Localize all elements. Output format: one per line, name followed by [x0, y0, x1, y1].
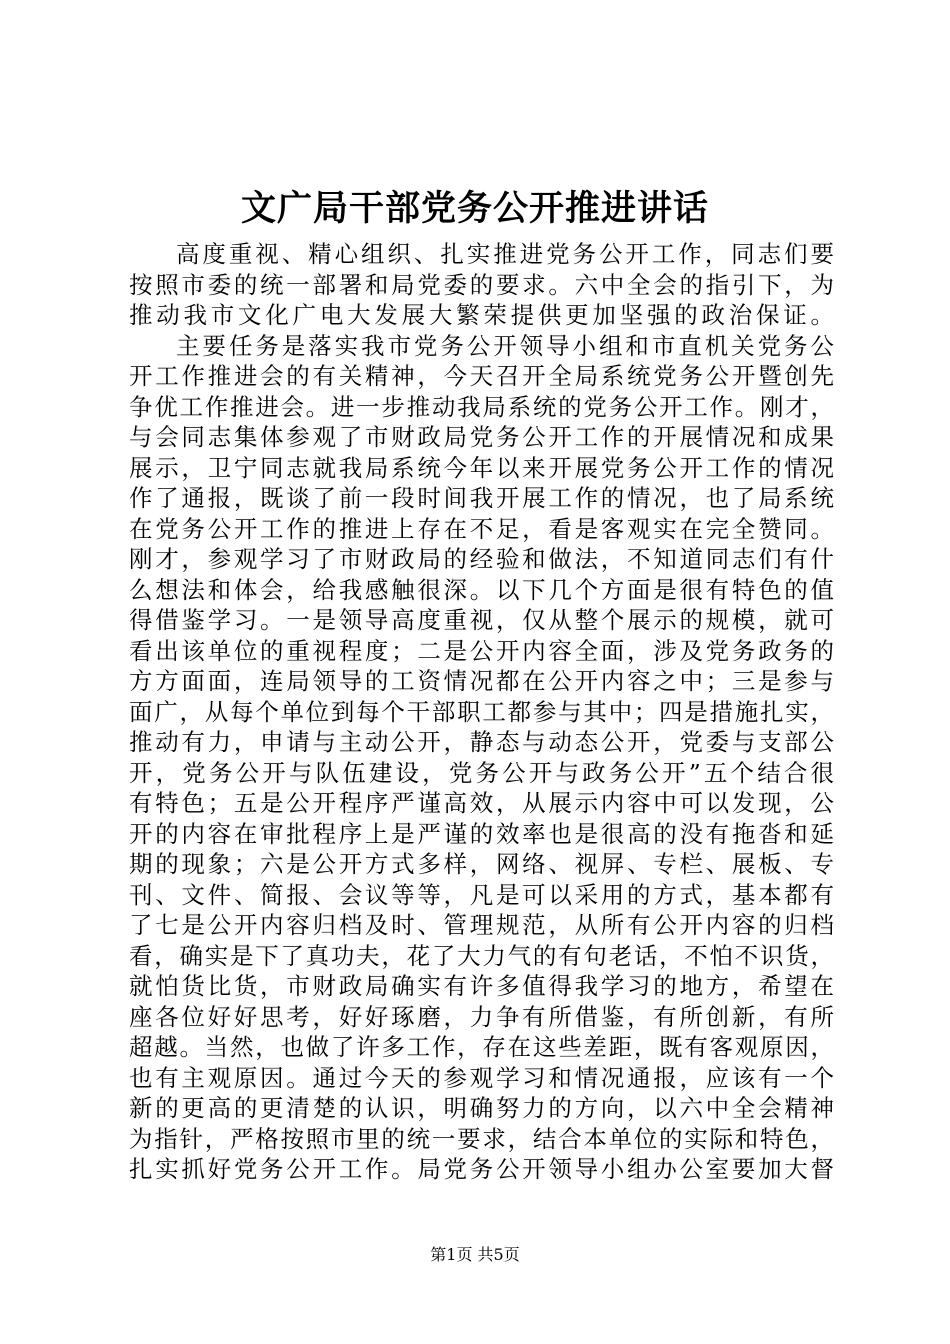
body-line: 开工作推进会的有关精神，今天召开全局系统党务公开暨创先	[129, 362, 834, 390]
body-line: 开的内容在审批程序上是严谨的效率也是很高的没有拖沓和延	[129, 819, 834, 848]
body-line: 与会同志集体参观了市财政局党务公开工作的开展情况和成果	[129, 423, 834, 451]
document-body	[129, 239, 834, 1185]
body-line: 方方面面，连局领导的工资情况都在公开内容之中；三是参与	[129, 667, 834, 695]
body-line: 按照市委的统一部署和局党委的要求。六中全会的指引下，为	[129, 270, 834, 299]
body-line: 面广，从每个单位到每个干部职工都参与其中；四是措施扎实，	[129, 697, 834, 726]
body-line: 看出该单位的重视程度；二是公开内容全面，涉及党务政务的	[129, 636, 834, 665]
body-line: 座各位好好思考，好好琢磨，力争有所借鉴，有所创新，有所	[129, 1002, 834, 1031]
body-line: 刊、文件、简报、会议等等，凡是可以采用的方式，基本都有	[129, 880, 834, 909]
body-line: 高度重视、精心组织、扎实推进党务公开工作，同志们要	[176, 240, 834, 268]
body-line: 也有主观原因。通过今天的参观学习和情况通报，应该有一个	[129, 1063, 834, 1092]
body-line: 了七是公开内容归档及时、管理规范，从所有公开内容的归档	[129, 911, 834, 939]
body-line: 主要任务是落实我市党务公开领导小组和市直机关党务公	[176, 331, 834, 360]
body-line: 展示，卫宁同志就我局系统今年以来开展党务公开工作的情况	[129, 453, 834, 482]
body-line: 得借鉴学习。一是领导高度重视，仅从整个展示的规模，就可	[129, 606, 834, 634]
body-line: 争优工作推进会。进一步推动我局系统的党务公开工作。刚才，	[129, 392, 834, 421]
body-line: 么想法和体会，给我感触很深。以下几个方面是很有特色的值	[129, 575, 834, 604]
body-line: 在党务公开工作的推进上存在不足，看是客观实在完全赞同。	[129, 514, 834, 543]
body-line: 作了通报，既谈了前一段时间我开展工作的情况，也了局系统	[129, 484, 834, 512]
body-line: 推动有力，申请与主动公开，静态与动态公开，党委与支部公	[129, 728, 834, 756]
page-number-footer: 第1页 共5页	[430, 1245, 520, 1264]
body-line: 刚才，参观学习了市财政局的经验和做法，不知道同志们有什	[129, 545, 834, 573]
body-line: 扎实抓好党务公开工作。局党务公开领导小组办公室要加大督	[129, 1155, 834, 1183]
body-line: 为指针，严格按照市里的统一要求，结合本单位的实际和特色，	[129, 1124, 834, 1153]
document-title: 文广局干部党务公开推进讲话	[240, 188, 709, 229]
body-line: 开，党务公开与队伍建设，党务公开与政务公开”五个结合很	[129, 758, 834, 787]
body-line: 推动我市文化广电大发展大繁荣提供更加坚强的政治保证。	[129, 301, 834, 329]
body-line: 期的现象；六是公开方式多样，网络、视屏、专栏、展板、专	[129, 850, 834, 878]
body-line: 超越。当然，也做了许多工作，存在这些差距，既有客观原因，	[129, 1033, 834, 1061]
body-line: 看，确实是下了真功夫，花了大力气的有句老话，不怕不识货，	[129, 941, 834, 970]
body-line: 就怕货比货，市财政局确实有许多值得我学习的地方，希望在	[129, 972, 834, 1000]
body-line: 有特色；五是公开程序严谨高效，从展示内容中可以发现，公	[129, 789, 834, 817]
body-line: 新的更高的更清楚的认识，明确努力的方向，以六中全会精神	[129, 1094, 834, 1122]
